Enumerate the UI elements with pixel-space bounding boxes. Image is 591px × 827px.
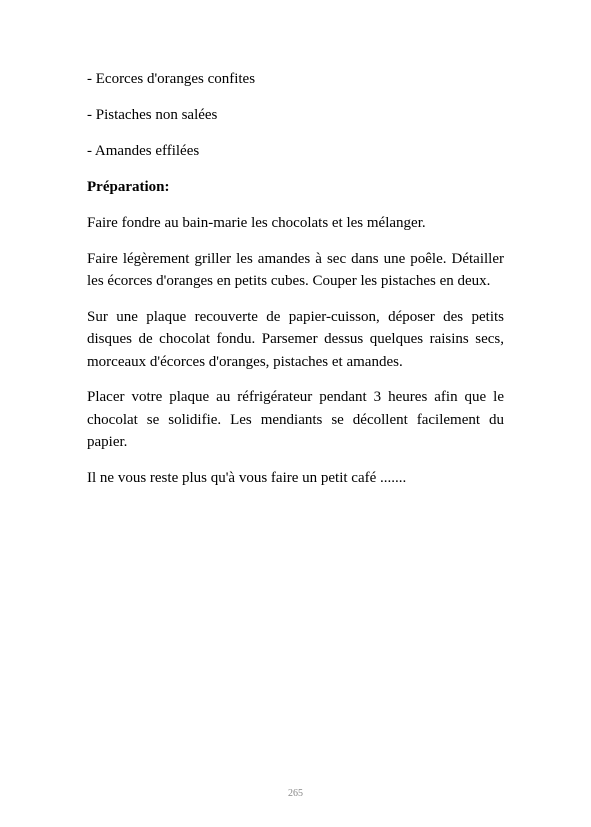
preparation-paragraph: Faire fondre au bain-marie les chocolats et les mélanger. bbox=[87, 215, 426, 231]
preparation-paragraph: Faire légèrement griller les amandes à sec dans une poêle. Détailler les écorces d'oranges en petits cubes. Couper les pistaches en deux. bbox=[87, 250, 504, 289]
ingredient-item: - Ecorces d'oranges confites bbox=[87, 71, 256, 87]
ingredient-item: - Pistaches non salées bbox=[87, 107, 218, 123]
preparation-paragraph: Placer votre plaque au réfrigérateur pendant 3 heures afin que le chocolat se solidifie. Les mendiants se décollent facilement du papier. bbox=[87, 389, 504, 450]
preparation-paragraph: Sur une plaque recouverte de papier-cuisson, déposer des petits disques de chocolat fondu. Parsemer dessus quelques raisins secs, morceaux d'écorces d'oranges, pistaches et amandes. bbox=[87, 308, 504, 370]
ingredient-item: - Amandes effilées bbox=[87, 143, 200, 159]
page-number: 265 bbox=[288, 788, 303, 799]
page-content bbox=[87, 68, 504, 502]
preparation-heading: Préparation: bbox=[87, 179, 170, 195]
preparation-paragraph: Il ne vous reste plus qu'à vous faire un petit café ....... bbox=[87, 469, 407, 486]
